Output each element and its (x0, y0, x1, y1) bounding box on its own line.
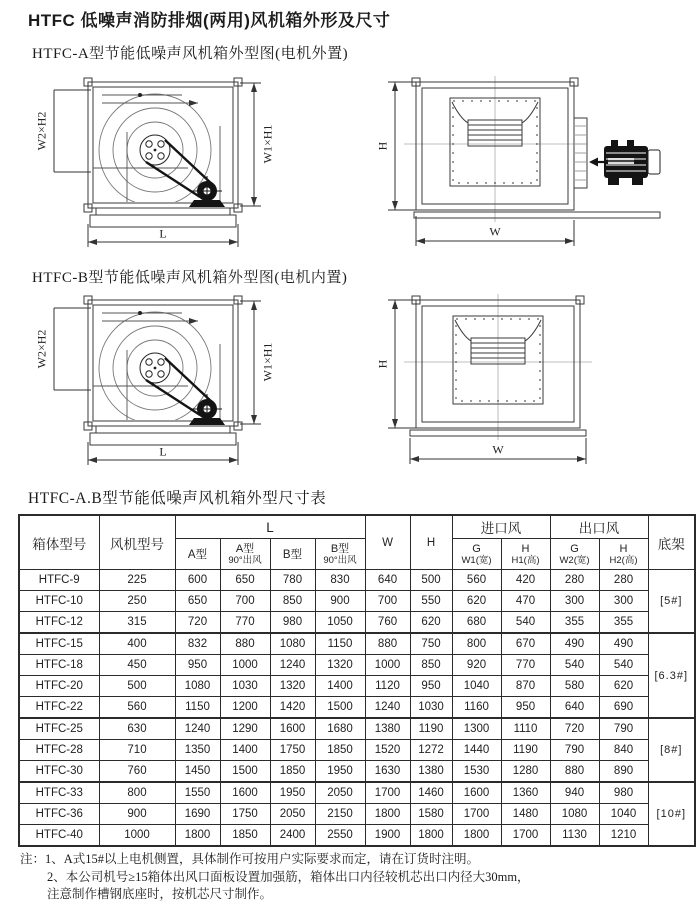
table-cell: 1240 (270, 655, 315, 676)
table-cell: 900 (315, 591, 365, 612)
table-cell: HTFC-15 (19, 633, 99, 655)
height-label: H (375, 359, 390, 369)
col-group-inlet: 进口风 (452, 515, 550, 539)
table-cell: 800 (99, 782, 175, 804)
col-header-h2 (599, 539, 648, 570)
table-body (19, 570, 695, 847)
table-cell: 880 (550, 761, 599, 783)
table-cell: 1360 (501, 782, 550, 804)
table-cell: 1240 (365, 697, 410, 719)
table-cell: 1190 (410, 718, 452, 740)
table-cell: 1750 (270, 740, 315, 761)
table-cell: 980 (270, 612, 315, 634)
base-pedestal (90, 426, 236, 445)
base-frame-cell: [6.3#] (648, 633, 695, 718)
height-dimension (388, 300, 416, 428)
table-cell: 950 (175, 655, 220, 676)
table-cell: 1850 (220, 825, 270, 847)
table-cell: 900 (99, 804, 175, 825)
note-prefix: 注： (20, 852, 46, 866)
table-cell: 600 (175, 570, 220, 591)
table-cell: 1630 (365, 761, 410, 783)
table-cell: 1080 (270, 633, 315, 655)
table-cell: 1460 (410, 782, 452, 804)
section-a-subtitle: HTFC-A型节能低噪声风机箱外型图(电机外置) (32, 46, 349, 62)
table-cell: 690 (599, 697, 648, 719)
table-cell: 700 (365, 591, 410, 612)
table-cell: 950 (501, 697, 550, 719)
table-row (19, 591, 695, 612)
table-cell: 1900 (365, 825, 410, 847)
table-row (19, 697, 695, 719)
table-row (19, 804, 695, 825)
inlet-size-label: W1×H1 (260, 342, 275, 382)
col-header-b90-line1: B型 (330, 542, 350, 555)
table-cell: HTFC-22 (19, 697, 99, 719)
table-cell: 2050 (315, 782, 365, 804)
table-cell: 870 (501, 676, 550, 697)
table-cell: 980 (599, 782, 648, 804)
table-cell: 1530 (452, 761, 501, 783)
page-title: HTFC 低噪声消防排烟(两用)风机箱外形及尺寸 (28, 11, 391, 30)
table-cell: 880 (365, 633, 410, 655)
table-cell: HTFC-33 (19, 782, 99, 804)
table-cell: 760 (99, 761, 175, 783)
table-cell: 450 (99, 655, 175, 676)
table-cell: 540 (599, 655, 648, 676)
table-cell: 1700 (452, 804, 501, 825)
table-row (19, 633, 695, 655)
external-motor (589, 140, 660, 185)
length-label: L (159, 444, 167, 459)
table-cell: 830 (315, 570, 365, 591)
col-group-outlet: 出口风 (550, 515, 648, 539)
table-cell: 1160 (452, 697, 501, 719)
table-cell: 550 (410, 591, 452, 612)
table-cell: 580 (550, 676, 599, 697)
base-frame-cell: [10#] (648, 782, 695, 846)
col-header-h: H (410, 515, 452, 570)
table-cell: 250 (99, 591, 175, 612)
note-1-text: 1、A式15#以上电机侧置，具体制作可按用户实际要求而定，请在订货时注明。 (45, 852, 480, 866)
table-cell: 630 (99, 718, 175, 740)
inlet-dimension (240, 301, 261, 424)
table-cell: 355 (550, 612, 599, 634)
table-row (19, 718, 695, 740)
damper-dot (138, 93, 142, 97)
table-cell: 680 (452, 612, 501, 634)
fan-box-side-view-art (30, 74, 340, 254)
table-cell: 1420 (270, 697, 315, 719)
fan-box-front-view-art (368, 292, 693, 472)
table-cell: 770 (220, 612, 270, 634)
table-cell: 1150 (315, 633, 365, 655)
table-cell: 2150 (315, 804, 365, 825)
note-line-1 (20, 851, 680, 869)
col-header-h1-line2: H1(高) (511, 554, 540, 566)
table-cell: 1850 (315, 740, 365, 761)
table-cell: 710 (99, 740, 175, 761)
table-cell: 1272 (410, 740, 452, 761)
table-cell: 620 (452, 591, 501, 612)
table-cell: 1700 (365, 782, 410, 804)
table-cell: 1800 (175, 825, 220, 847)
flow-arrow (189, 318, 198, 324)
table-cell: 1210 (599, 825, 648, 847)
col-header-w1-line1: G (472, 542, 481, 555)
table-cell: 880 (220, 633, 270, 655)
table-cell: 800 (452, 633, 501, 655)
col-header-w2 (550, 539, 599, 570)
table-cell: 790 (550, 740, 599, 761)
col-header-b-type: B型 (270, 539, 315, 570)
table-cell: HTFC-25 (19, 718, 99, 740)
table-cell: 850 (410, 655, 452, 676)
table-cell: 1480 (501, 804, 550, 825)
table-cell: 640 (550, 697, 599, 719)
table-cell: 650 (220, 570, 270, 591)
table-cell: 1950 (270, 782, 315, 804)
drawing-a-front-view (368, 74, 693, 254)
table-cell: 1320 (270, 676, 315, 697)
table-cell: 300 (599, 591, 648, 612)
table-cell: 640 (365, 570, 410, 591)
width-label: W (489, 224, 501, 239)
table-cell: 850 (270, 591, 315, 612)
table-cell: 2400 (270, 825, 315, 847)
table-title: HTFC-A.B型节能低噪声风机箱外型尺寸表 (28, 490, 327, 507)
inlet-size-label: W1×H1 (260, 124, 275, 164)
width-label: W (492, 442, 504, 457)
table-row (19, 570, 695, 591)
drawing-b-side-view (30, 292, 340, 472)
table-cell: 1240 (175, 718, 220, 740)
table-cell: HTFC-9 (19, 570, 99, 591)
col-header-w1-line2: W1(宽) (461, 554, 492, 566)
table-cell: 920 (452, 655, 501, 676)
col-header-h2-line1: H (619, 542, 628, 555)
drawing-a-side-view (30, 74, 340, 254)
table-cell: 500 (410, 570, 452, 591)
table-cell: 1400 (220, 740, 270, 761)
table-cell: 1350 (175, 740, 220, 761)
table-cell: 1300 (452, 718, 501, 740)
outlet-dimension (54, 90, 91, 172)
fan-box-front-view-art (368, 74, 693, 254)
table-cell: 720 (175, 612, 220, 634)
table-cell: 1380 (410, 761, 452, 783)
table-cell: 560 (99, 697, 175, 719)
table-cell: 1040 (599, 804, 648, 825)
col-header-base: 底架 (648, 515, 695, 570)
table-cell: 2050 (270, 804, 315, 825)
table-cell: 1750 (220, 804, 270, 825)
table-cell: 1440 (452, 740, 501, 761)
table-cell: 1000 (365, 655, 410, 676)
table-cell: 750 (410, 633, 452, 655)
table-cell: 790 (599, 718, 648, 740)
table-cell: HTFC-30 (19, 761, 99, 783)
table-cell: 620 (410, 612, 452, 634)
table-cell: 700 (220, 591, 270, 612)
table-cell: 560 (452, 570, 501, 591)
table-row (19, 782, 695, 804)
table-cell: 540 (501, 612, 550, 634)
table-cell: 770 (501, 655, 550, 676)
outlet-size-label: W2×H2 (34, 111, 49, 151)
table-cell: 1080 (175, 676, 220, 697)
table-cell: 950 (410, 676, 452, 697)
note-line-3: 注意制作槽钢底座时，按机芯尺寸制作。 (47, 887, 273, 901)
inlet-dimension (240, 83, 261, 206)
table-cell: 1800 (410, 825, 452, 847)
table-cell: 1690 (175, 804, 220, 825)
table-row (19, 612, 695, 634)
table-cell: 1200 (220, 697, 270, 719)
table-cell: 355 (599, 612, 648, 634)
col-header-a90-line1: A型 (235, 542, 255, 555)
table-cell: 1380 (365, 718, 410, 740)
col-header-a90-type (220, 539, 270, 570)
table-cell: 1500 (220, 761, 270, 783)
table-cell: 1190 (501, 740, 550, 761)
col-header-box-model: 箱体型号 (19, 515, 99, 570)
table-cell: HTFC-28 (19, 740, 99, 761)
table-cell: 840 (599, 740, 648, 761)
base-frame-cell: [8#] (648, 718, 695, 782)
table-cell: HTFC-40 (19, 825, 99, 847)
table-cell: 1680 (315, 718, 365, 740)
table-cell: 780 (270, 570, 315, 591)
table-cell: 1000 (99, 825, 175, 847)
table-cell: 940 (550, 782, 599, 804)
table-cell: 1600 (220, 782, 270, 804)
col-header-h2-line2: H2(高) (609, 554, 638, 566)
table-cell: 1800 (365, 804, 410, 825)
table-cell: 1110 (501, 718, 550, 740)
table-row (19, 676, 695, 697)
col-header-w2-line2: W2(宽) (559, 554, 590, 566)
col-header-b90-line2: 90°出风 (323, 554, 357, 566)
table-cell: 1000 (220, 655, 270, 676)
col-header-h1-line1: H (521, 542, 530, 555)
table-cell: 1130 (550, 825, 599, 847)
table-cell: 832 (175, 633, 220, 655)
table-cell: 500 (99, 676, 175, 697)
outlet-dimension (54, 308, 91, 390)
table-cell: 1550 (175, 782, 220, 804)
height-dimension (388, 82, 416, 210)
col-header-w1 (452, 539, 501, 570)
table-cell: 280 (550, 570, 599, 591)
table-cell: 1280 (501, 761, 550, 783)
table-cell: 1450 (175, 761, 220, 783)
table-cell: 400 (99, 633, 175, 655)
table-cell: 650 (175, 591, 220, 612)
col-header-a90-line2: 90°出风 (228, 554, 262, 566)
table-cell: 2550 (315, 825, 365, 847)
table-cell: HTFC-10 (19, 591, 99, 612)
fan-box-side-view-art (30, 292, 340, 472)
table-cell: 1400 (315, 676, 365, 697)
table-cell: 1120 (365, 676, 410, 697)
table-cell: 1050 (315, 612, 365, 634)
table-cell: 1580 (410, 804, 452, 825)
col-header-w2-line1: G (570, 542, 579, 555)
table-cell: 1320 (315, 655, 365, 676)
table-cell: 1150 (175, 697, 220, 719)
belt-guard (574, 118, 587, 188)
base-frame-cell: [5#] (648, 570, 695, 634)
length-label: L (159, 226, 167, 241)
table-row (19, 761, 695, 783)
base-pedestal (90, 208, 236, 227)
outlet-size-label: W2×H2 (34, 329, 49, 369)
height-label: H (375, 141, 390, 151)
flow-arrow (189, 100, 198, 106)
dimension-table (18, 514, 696, 847)
col-header-w: W (365, 515, 410, 570)
col-header-h1 (501, 539, 550, 570)
drawing-b-front-view (368, 292, 693, 472)
notes (20, 851, 680, 904)
table-cell: 1950 (315, 761, 365, 783)
table-cell: 1030 (220, 676, 270, 697)
table-cell: 1290 (220, 718, 270, 740)
table-cell: 300 (550, 591, 599, 612)
table-cell: 225 (99, 570, 175, 591)
table-cell: 280 (599, 570, 648, 591)
table-cell: 540 (550, 655, 599, 676)
table-cell: 670 (501, 633, 550, 655)
table-cell: 1800 (452, 825, 501, 847)
table-cell: 315 (99, 612, 175, 634)
table-cell: HTFC-20 (19, 676, 99, 697)
table-cell: 1600 (270, 718, 315, 740)
damper-dot (138, 311, 142, 315)
col-header-a-type: A型 (175, 539, 220, 570)
table-cell: 1500 (315, 697, 365, 719)
col-header-fan-model: 风机型号 (99, 515, 175, 570)
table-cell: 1520 (365, 740, 410, 761)
table-cell: 890 (599, 761, 648, 783)
section-b-subtitle: HTFC-B型节能低噪声风机箱外型图(电机内置) (32, 270, 348, 286)
table-cell: 470 (501, 591, 550, 612)
table-cell: 490 (599, 633, 648, 655)
col-group-length: L (175, 515, 365, 539)
table-cell: 1700 (501, 825, 550, 847)
note-line-2: 2、本公司机号≥15箱体出风口面板设置加强筋，箱体出口内径较机芯出口内径大30mm， (47, 869, 530, 884)
table-cell: 1080 (550, 804, 599, 825)
table-cell: 420 (501, 570, 550, 591)
table-cell: 760 (365, 612, 410, 634)
col-header-b90-type (315, 539, 365, 570)
table-cell: 1600 (452, 782, 501, 804)
table-row (19, 740, 695, 761)
table-cell: 1030 (410, 697, 452, 719)
table-cell: HTFC-12 (19, 612, 99, 634)
table-cell: 720 (550, 718, 599, 740)
table-cell: 1850 (270, 761, 315, 783)
table-row (19, 655, 695, 676)
table-cell: HTFC-18 (19, 655, 99, 676)
table-cell: 490 (550, 633, 599, 655)
table-cell: 1040 (452, 676, 501, 697)
table-cell: 620 (599, 676, 648, 697)
table-row (19, 825, 695, 847)
table-cell: HTFC-36 (19, 804, 99, 825)
